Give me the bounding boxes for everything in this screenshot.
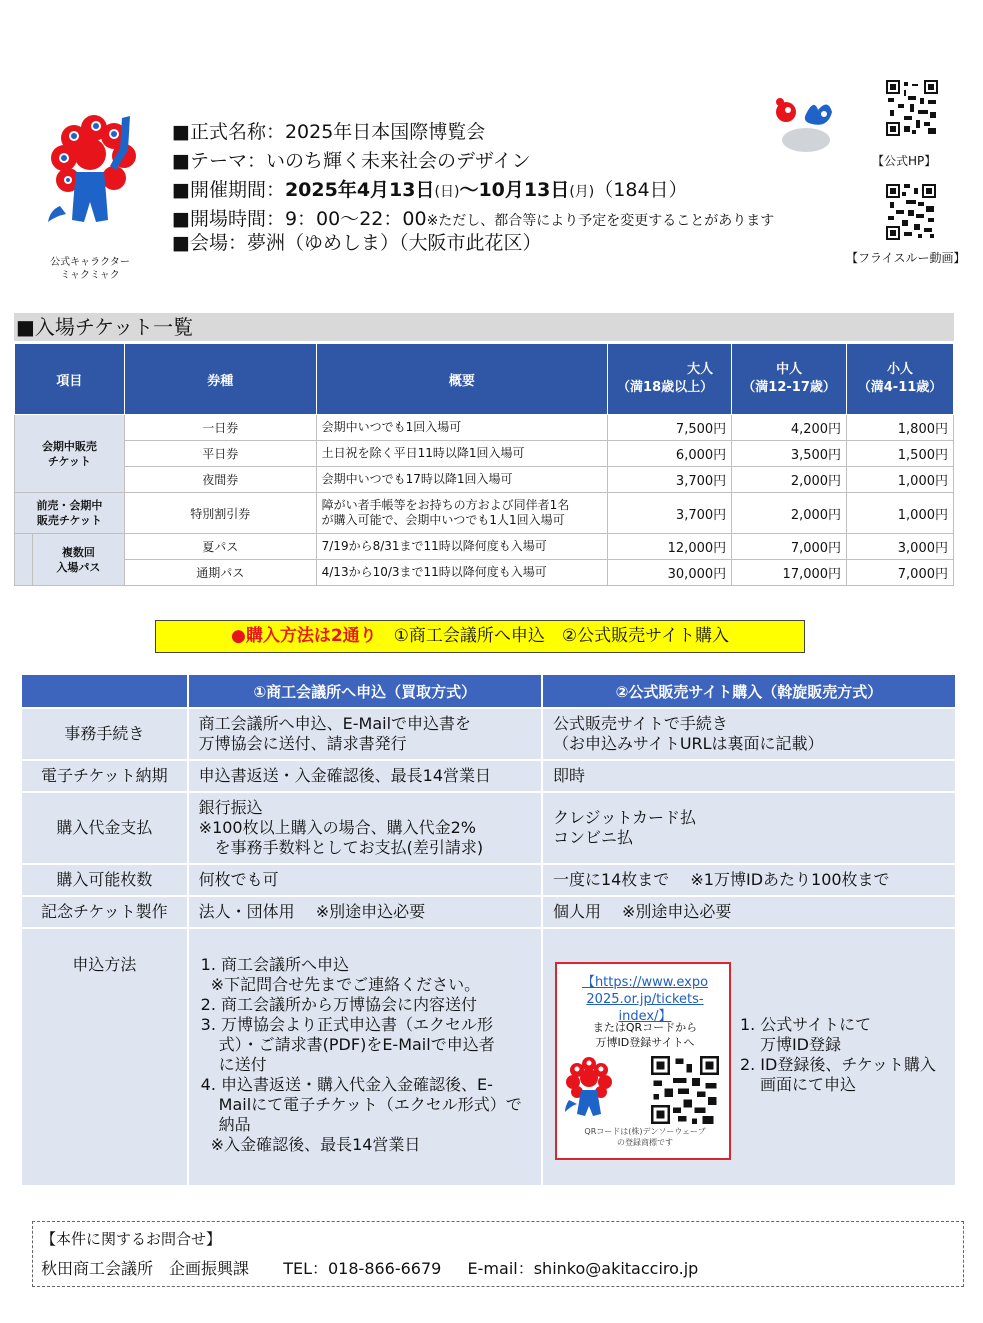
mascot-caption: 公式キャラクター ミャクミャク xyxy=(50,257,130,281)
price-child: 1,500円 xyxy=(847,441,954,467)
ticket-kind: 夜間券 xyxy=(124,467,316,493)
table-row xyxy=(21,760,956,792)
site-cell: 公式販売サイトで手続き （お申込みサイトURLは裏面に記載） xyxy=(542,708,956,760)
qr-trademark-note: QRコードは(株)デンソーウェーブ の登録商標です xyxy=(584,1127,706,1147)
contact-tel[interactable]: TEL：018-866-6679 xyxy=(283,1259,442,1278)
price-middle: 2,000円 xyxy=(732,493,847,534)
table-row xyxy=(15,415,954,441)
price-child: 1,000円 xyxy=(847,493,954,534)
price-middle: 7,000円 xyxy=(732,534,847,560)
price-middle: 4,200円 xyxy=(732,415,847,441)
row-label: 申込方法 xyxy=(21,928,188,1186)
ticket-summary: 会期中いつでも1回入場可 xyxy=(316,415,608,441)
chamber-cell: 銀行振込 ※100枚以上購入の場合、購入代金2% を事務手数料としてお支払(差引請求) xyxy=(188,792,542,864)
contact-org: 秋田商工会議所 企画振興課 xyxy=(41,1259,250,1278)
price-middle: 2,000円 xyxy=(732,467,847,493)
group-session-tickets: 会期中販売 チケット xyxy=(15,415,125,493)
price-child: 3,000円 xyxy=(847,534,954,560)
chamber-cell: 商工会議所へ申込、E-Mailで申込書を 万博協会に送付、請求書発行 xyxy=(188,708,542,760)
ticket-summary: 4/13から10/3まで11時以降何度も入場可 xyxy=(316,560,608,586)
row-label: 購入代金支払 xyxy=(21,792,188,864)
table-row xyxy=(15,493,954,534)
group-multi-pass: 複数回 入場パス xyxy=(32,534,124,586)
row-label: 購入可能枚数 xyxy=(21,864,188,896)
expo-period: ■開催期間：2025年4月13日(日)～10月13日(月)（184日） xyxy=(172,179,688,201)
expo-hours: ■開場時間：9：00～22：00※ただし、都合等により予定を変更することがあります xyxy=(172,208,775,230)
row-label: 電子チケット納期 xyxy=(21,760,188,792)
table-row xyxy=(15,534,954,560)
ticket-section-title: ■入場チケット一覧 xyxy=(14,313,954,341)
ticket-kind: 一日券 xyxy=(124,415,316,441)
ticket-site-qr-code[interactable] xyxy=(651,1056,719,1124)
th-summary: 概要 xyxy=(316,344,608,415)
price-child: 1,800円 xyxy=(847,415,954,441)
price-adult: 3,700円 xyxy=(608,493,732,534)
qr-hp-label: 【公式HP】 xyxy=(872,154,937,168)
chamber-cell: 何枚でも可 xyxy=(188,864,542,896)
site-cell: 即時 xyxy=(542,760,956,792)
site-cell: 個人用 ※別途申込必要 xyxy=(542,896,956,928)
purchase-method-table xyxy=(20,673,957,1187)
ticket-site-url-link[interactable]: 【https://www.expo 2025.or.jp/tickets- index/】 xyxy=(581,975,709,1024)
chamber-apply-steps: 1. 商工会議所へ申込 ※下記問合せ先までご連絡ください。 2. 商工会議所から万博協会に内容送付 3. 万博協会より正式申込書（エクセル形 式）・ご請求書(PDF)をE-Mailで申込者 に送付 4. 申込書返送・購入代金入金確認後、E- Mailにて電子チケット（エクセル形式）で 納品 ※入金確認後、最長14営業日 xyxy=(188,928,542,1186)
purchase-methods-banner: ●購入方法は2通り ①商工会議所へ申込 ②公式販売サイト購入 xyxy=(155,620,805,653)
group-spacer xyxy=(15,534,33,586)
table-row xyxy=(21,928,956,1186)
contact-box xyxy=(32,1221,964,1287)
site-apply-steps: 1. 公式サイトにて 万博ID登録 2. ID登録後、チケット購入 画面にて申込 xyxy=(739,1015,936,1094)
qr-code-flythrough-video[interactable] xyxy=(886,184,936,240)
table-row xyxy=(15,467,954,493)
chamber-cell: 法人・団体用 ※別途申込必要 xyxy=(188,896,542,928)
th-blank xyxy=(21,674,188,708)
qr-code-official-hp[interactable] xyxy=(886,80,938,136)
chamber-cell: 申込書返送・入金確認後、最長14営業日 xyxy=(188,760,542,792)
th-official-site: ②公式販売サイト購入（斡旋販売方式） xyxy=(542,674,956,708)
th-kind: 券種 xyxy=(124,344,316,415)
ticket-summary: 会期中いつでも17時以降1回入場可 xyxy=(316,467,608,493)
qr-video-label: 【フライスルー動画】 xyxy=(846,251,966,265)
group-advance-tickets: 前売・会期中 販売チケット xyxy=(15,493,125,534)
ticket-summary: 土日祝を除く平日11時以降1回入場可 xyxy=(316,441,608,467)
price-middle: 3,500円 xyxy=(732,441,847,467)
table-row xyxy=(21,708,956,760)
ticket-kind: 夏パス xyxy=(124,534,316,560)
price-adult: 30,000円 xyxy=(608,560,732,586)
mascot-image xyxy=(44,110,144,250)
table-row xyxy=(15,441,954,467)
qr-instruction: またはQRコードから 万博ID登録サイトへ xyxy=(592,1021,698,1049)
method-table-header xyxy=(21,674,956,708)
expo-venue: ■会場：夢洲（ゆめしま）（大阪市此花区） xyxy=(172,232,542,254)
table-row xyxy=(21,792,956,864)
site-cell: クレジットカード払 コンビニ払 xyxy=(542,792,956,864)
th-item: 項目 xyxy=(15,344,125,415)
ticket-kind: 特別割引券 xyxy=(124,493,316,534)
price-adult: 12,000円 xyxy=(608,534,732,560)
price-adult: 3,700円 xyxy=(608,467,732,493)
th-chamber: ①商工会議所へ申込（買取方式） xyxy=(188,674,542,708)
price-child: 1,000円 xyxy=(847,467,954,493)
table-row xyxy=(21,864,956,896)
th-adult: 大人 （満18歳以上） xyxy=(608,344,732,415)
price-adult: 7,500円 xyxy=(608,415,732,441)
price-adult: 6,000円 xyxy=(608,441,732,467)
price-middle: 17,000円 xyxy=(732,560,847,586)
row-label: 記念チケット製作 xyxy=(21,896,188,928)
expo-theme: ■テーマ：いのち輝く未来社会のデザイン xyxy=(172,150,531,172)
mascot-small-image xyxy=(563,1056,615,1122)
contact-details xyxy=(41,1256,698,1279)
ticket-kind: 通期パス xyxy=(124,560,316,586)
ticket-site-qr-box xyxy=(555,962,731,1160)
contact-title: 【本件に関するお問合せ】 xyxy=(41,1230,222,1248)
ticket-summary: 7/19から8/31まで11時以降何度も入場可 xyxy=(316,534,608,560)
price-child: 7,000円 xyxy=(847,560,954,586)
ticket-table-header xyxy=(15,344,954,415)
expo-name: ■正式名称：2025年日本国際博覧会 xyxy=(172,121,486,143)
th-child: 小人 （満4-11歳） xyxy=(847,344,954,415)
table-row xyxy=(21,896,956,928)
contact-email[interactable]: E-mail：shinko@akitacciro.jp xyxy=(467,1259,699,1278)
ticket-summary: 障がい者手帳等をお持ちの方および同伴者1名 が購入可能で、会期中いつでも1人1回入場可 xyxy=(316,493,608,534)
expo-logo xyxy=(768,88,840,158)
ticket-table xyxy=(14,343,954,586)
site-cell: 一度に14枚まで ※1万博IDあたり100枚まで xyxy=(542,864,956,896)
table-row xyxy=(15,560,954,586)
th-middle: 中人 （満12-17歳） xyxy=(732,344,847,415)
row-label: 事務手続き xyxy=(21,708,188,760)
ticket-kind: 平日券 xyxy=(124,441,316,467)
